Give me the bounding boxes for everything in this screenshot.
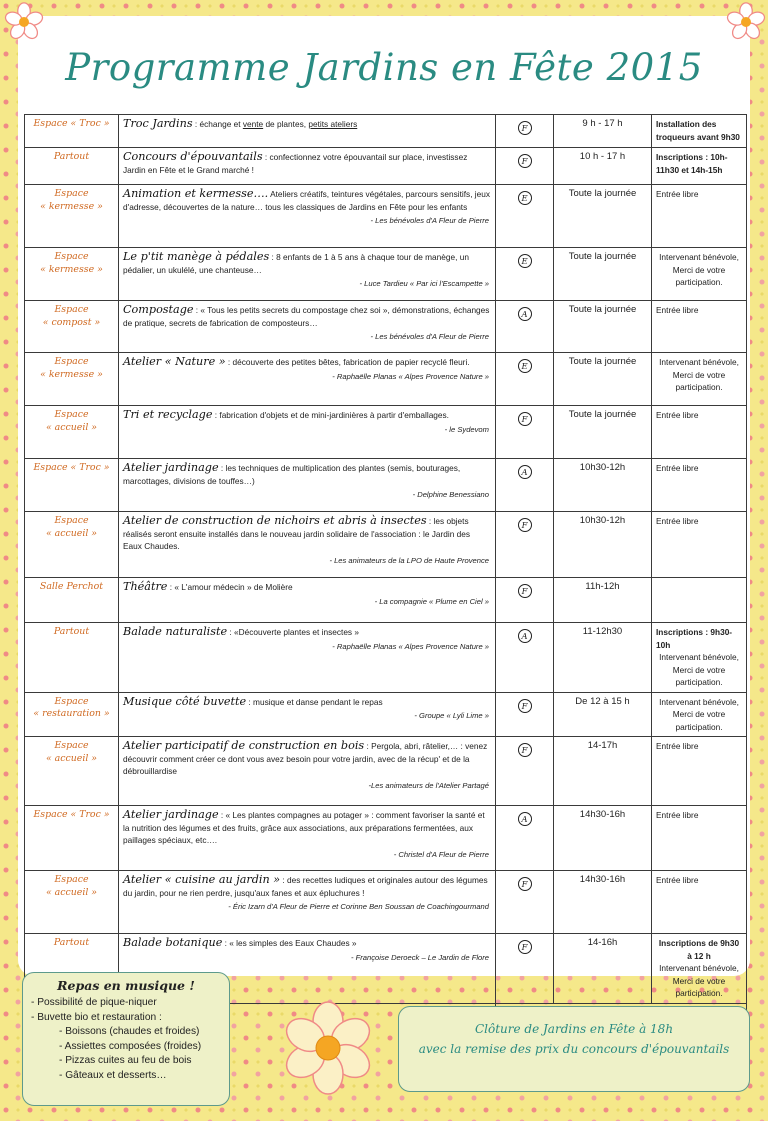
hours-cell: 14h30-16h bbox=[554, 871, 652, 934]
activity-credit: - Luce Tardieu « Par ici l'Escampette » bbox=[359, 279, 489, 288]
activity-credit: - Les bénévoles d'A Fleur de Pierre bbox=[370, 332, 489, 341]
place-label: « kermesse » bbox=[40, 200, 103, 212]
public-cell bbox=[496, 578, 554, 623]
place-cell bbox=[25, 737, 119, 806]
info-text: Inscriptions : 9h30-10h bbox=[656, 627, 733, 650]
audience-icon: F bbox=[518, 154, 532, 168]
info-text: Entrée libre bbox=[656, 305, 699, 315]
activity-cell bbox=[119, 737, 496, 806]
public-cell bbox=[496, 623, 554, 693]
audience-icon: F bbox=[518, 877, 532, 891]
place-cell bbox=[25, 115, 119, 148]
closing-line-1: Clôture de Jardins en Fête à 18h bbox=[474, 1022, 674, 1036]
activity-name: Théâtre bbox=[123, 580, 168, 593]
activity-credit: - Les bénévoles d'A Fleur de Pierre bbox=[370, 216, 489, 225]
audience-icon: F bbox=[518, 584, 532, 598]
programme-row bbox=[25, 115, 747, 148]
info-text: Entrée libre bbox=[656, 463, 699, 473]
place-label: Espace bbox=[54, 251, 89, 262]
activity-credit: - Groupe « Lyli Lime » bbox=[414, 711, 489, 720]
activity-name: Compostage bbox=[123, 303, 194, 316]
programme-row bbox=[25, 692, 747, 737]
place-label: Partout bbox=[53, 626, 90, 637]
place-cell bbox=[25, 148, 119, 185]
info-cell bbox=[652, 148, 747, 185]
info-cell bbox=[652, 301, 747, 353]
place-label: Espace bbox=[54, 695, 89, 707]
info-cell bbox=[652, 512, 747, 578]
activity-text bbox=[123, 874, 491, 899]
activity-credit: - le Sydevom bbox=[444, 424, 489, 434]
activity-credit: - Françoise Deroeck – Le Jardin de Flore bbox=[350, 952, 489, 962]
programme-row bbox=[25, 406, 747, 459]
activity-text bbox=[123, 356, 491, 369]
info-text: Intervenant bénévole, Merci de votre participation. bbox=[659, 252, 739, 287]
activity-text bbox=[123, 581, 491, 594]
place-label: Espace « Troc » bbox=[33, 118, 110, 129]
info-cell bbox=[652, 737, 747, 806]
audience-icon: A bbox=[518, 465, 532, 479]
hours-cell: De 12 à 15 h bbox=[554, 692, 652, 737]
place-cell bbox=[25, 623, 119, 693]
hours-cell: 9 h - 17 h bbox=[554, 115, 652, 148]
closing-line-2: avec la remise des prix du concours d'épouvantails bbox=[418, 1042, 730, 1056]
place-label: Espace bbox=[54, 515, 89, 526]
programme-row bbox=[25, 301, 747, 353]
place-label: Partout bbox=[53, 937, 90, 948]
place-label: Espace « Troc » bbox=[33, 462, 110, 473]
activity-credit: -Les animateurs de l'Atelier Partagé bbox=[368, 780, 489, 790]
place-label: « kermesse » bbox=[40, 368, 103, 380]
activity-text bbox=[123, 251, 491, 276]
programme-row bbox=[25, 623, 747, 693]
info-text: Entrée libre bbox=[656, 516, 699, 526]
activity-name: Troc Jardins bbox=[123, 117, 193, 130]
activity-description: Ateliers créatifs, teintures végétales, parcours sensitifs, jeux d'adresse, découvertes de la nature… tous les classiques de Jardins en Fête pour les enfants bbox=[123, 189, 491, 212]
activity-description: : confectionnez votre épouvantail sur place, investissez Jardin en Fête et le Grand marché ! bbox=[123, 152, 468, 175]
audience-icon: A bbox=[518, 629, 532, 643]
activity-name: Musique côté buvette bbox=[123, 694, 247, 708]
place-label: « accueil » bbox=[45, 752, 98, 764]
place-cell bbox=[25, 301, 119, 353]
activity-description: : « L'amour médecin » de Molière bbox=[167, 582, 293, 592]
activity-cell bbox=[119, 459, 496, 512]
info-text: Installation des troqueurs avant 9h30 bbox=[656, 119, 740, 142]
info-text: Intervenant bénévole, Merci de votre participation. bbox=[659, 696, 739, 732]
activity-description: : les techniques de multiplication des plantes (semis, bouturages, marcottages, divisions de touffes…) bbox=[123, 463, 461, 486]
public-cell bbox=[496, 353, 554, 406]
place-cell bbox=[25, 806, 119, 871]
activity-description: : « Les plantes compagnes au potager » : comment favoriser la santé et la nutrition des légumes et des fruits, grâce aux associations, aux préparations fermentées, aux paillages spéciaux, etc…. bbox=[123, 810, 485, 845]
activity-text bbox=[123, 462, 491, 487]
activity-cell bbox=[119, 623, 496, 693]
place-label: « accueil » bbox=[45, 421, 98, 433]
place-cell bbox=[25, 512, 119, 578]
activity-description: : découverte des petites bêtes, fabrication de papier recyclé fleuri. bbox=[225, 357, 470, 367]
audience-icon: E bbox=[518, 254, 532, 268]
place-label: Espace bbox=[54, 356, 89, 367]
info-cell bbox=[652, 353, 747, 406]
place-label: Espace bbox=[54, 874, 89, 885]
public-cell bbox=[496, 185, 554, 248]
activity-text bbox=[123, 409, 491, 422]
hours-cell: 10h30-12h bbox=[554, 512, 652, 578]
hours-cell: 14-16h bbox=[554, 934, 652, 1004]
activity-name: Atelier de construction de nichoirs et abris à insectes bbox=[123, 514, 427, 527]
info-cell bbox=[652, 806, 747, 871]
activity-credit: - Éric Izarn d'A Fleur de Pierre et Corinne Ben Soussan de Coachingourmand bbox=[228, 902, 489, 911]
audience-icon: A bbox=[518, 307, 532, 321]
activity-description: : fabrication d'objets et de mini-jardinières à partir d'emballages. bbox=[212, 410, 449, 420]
activity-name: Concours d'épouvantails bbox=[123, 150, 263, 163]
public-cell bbox=[496, 248, 554, 301]
public-cell bbox=[496, 459, 554, 512]
page-title: Programme Jardins en Fête 2015 bbox=[65, 46, 703, 89]
place-label: Espace bbox=[54, 740, 89, 751]
info-cell bbox=[652, 406, 747, 459]
place-cell bbox=[25, 185, 119, 248]
info-cell bbox=[652, 871, 747, 934]
activity-credit: - Raphaëlle Planas « Alpes Provence Nature » bbox=[332, 371, 489, 381]
activity-name: Tri et recyclage bbox=[123, 408, 213, 421]
audience-icon: F bbox=[518, 518, 532, 532]
info-text: Entrée libre bbox=[656, 410, 699, 420]
info-text: Entrée libre bbox=[656, 189, 699, 199]
activity-text bbox=[123, 118, 491, 131]
place-label: « compost » bbox=[42, 316, 101, 328]
activity-name: Atelier « Nature » bbox=[123, 355, 226, 368]
menu-item: - Assiettes composées (froides) bbox=[59, 1040, 202, 1052]
activity-description: : 8 enfants de 1 à 5 ans à chaque tour de manège, un pédalier, un ukulélé, une chanteuse… bbox=[123, 252, 469, 275]
info-text: Inscriptions de 9h30 à 12 h bbox=[658, 938, 740, 961]
place-label: « accueil » bbox=[45, 886, 98, 898]
activity-credit: - Raphaëlle Planas « Alpes Provence Nature » bbox=[332, 641, 489, 651]
place-label: Espace bbox=[54, 188, 89, 199]
public-cell bbox=[496, 737, 554, 806]
activity-description: petits ateliers bbox=[308, 119, 358, 129]
activity-name: Atelier participatif de construction en bois bbox=[123, 739, 365, 752]
activity-description: : « Tous les petits secrets du compostage chez soi », démonstrations, échanges de pratique, secrets de fabrication de composteurs… bbox=[123, 305, 490, 328]
hours-cell: Toute la journée bbox=[554, 248, 652, 301]
programme-row bbox=[25, 248, 747, 301]
activity-credit: - Christel d'A Fleur de Pierre bbox=[393, 849, 489, 859]
activity-cell bbox=[119, 512, 496, 578]
audience-icon: E bbox=[518, 191, 532, 205]
activity-cell bbox=[119, 692, 496, 737]
audience-icon: F bbox=[518, 699, 532, 713]
activity-name: Balade naturaliste bbox=[123, 625, 228, 638]
public-cell bbox=[496, 301, 554, 353]
info-text: Entrée libre bbox=[656, 810, 699, 820]
audience-icon: F bbox=[518, 121, 532, 135]
closing-box bbox=[398, 1006, 750, 1092]
public-cell bbox=[496, 148, 554, 185]
info-text: Inscriptions : 10h-11h30 et 14h-15h bbox=[656, 152, 728, 175]
activity-description: : échange et bbox=[192, 119, 243, 129]
flower-icon bbox=[280, 1000, 376, 1096]
info-text: Intervenant bénévole, Merci de votre participation. bbox=[659, 652, 739, 687]
info-cell bbox=[652, 623, 747, 693]
public-cell bbox=[496, 934, 554, 1004]
place-cell bbox=[25, 406, 119, 459]
activity-credit: - Delphine Benessiano bbox=[412, 490, 489, 499]
programme-row bbox=[25, 353, 747, 406]
place-label: Partout bbox=[53, 151, 90, 162]
activity-cell bbox=[119, 301, 496, 353]
activity-name: Animation et kermesse…. bbox=[123, 187, 269, 200]
menu-item: - Gâteaux et desserts… bbox=[59, 1069, 167, 1081]
activity-description: : musique et danse pendant le repas bbox=[246, 696, 383, 707]
activity-description: vente bbox=[242, 119, 264, 129]
activity-description: : Pergola, abri, râtelier,… : venez découvrir comment créer ce dont vous avez besoin pour votre jardin, avec de la récup' et de la débrouillardise bbox=[123, 741, 488, 776]
info-text: Entrée libre bbox=[656, 875, 699, 885]
place-cell bbox=[25, 871, 119, 934]
hours-cell: Toute la journée bbox=[554, 353, 652, 406]
activity-cell bbox=[119, 185, 496, 248]
hours-cell: Toute la journée bbox=[554, 406, 652, 459]
info-cell bbox=[652, 578, 747, 623]
activity-credit: - La compagnie « Plume en Ciel » bbox=[374, 596, 489, 606]
activity-cell bbox=[119, 353, 496, 406]
programme-row bbox=[25, 806, 747, 871]
activity-text bbox=[123, 151, 491, 176]
place-cell bbox=[25, 459, 119, 512]
public-cell bbox=[496, 115, 554, 148]
activity-text bbox=[123, 515, 491, 553]
hours-cell: 11h-12h bbox=[554, 578, 652, 623]
place-label: Espace bbox=[54, 304, 89, 315]
activity-text bbox=[123, 937, 491, 950]
activity-text bbox=[123, 304, 491, 329]
info-text: Entrée libre bbox=[656, 741, 699, 751]
programme-row bbox=[25, 871, 747, 934]
activity-description: : «Découverte plantes et insectes » bbox=[227, 627, 359, 637]
activity-cell bbox=[119, 578, 496, 623]
audience-icon: F bbox=[518, 743, 532, 757]
place-label: « restauration » bbox=[33, 708, 110, 719]
info-cell bbox=[652, 692, 747, 737]
activity-name: Atelier jardinage bbox=[123, 808, 219, 821]
info-cell bbox=[652, 459, 747, 512]
activity-text bbox=[123, 740, 491, 778]
hours-cell: 14h30-16h bbox=[554, 806, 652, 871]
corner-flower-icon bbox=[4, 2, 44, 42]
hours-cell: Toute la journée bbox=[554, 185, 652, 248]
hours-cell: 14-17h bbox=[554, 737, 652, 806]
place-cell bbox=[25, 248, 119, 301]
programme-body bbox=[25, 115, 747, 1004]
place-label: « accueil » bbox=[45, 527, 98, 539]
programme-table bbox=[24, 114, 747, 1025]
activity-name: Atelier jardinage bbox=[123, 461, 219, 474]
audience-icon: F bbox=[518, 412, 532, 426]
info-text: Intervenant bénévole, Merci de votre participation. bbox=[659, 963, 739, 998]
info-cell bbox=[652, 248, 747, 301]
activity-text bbox=[123, 809, 491, 847]
activity-description: : des recettes ludiques et originales autour des légumes du jardin, pour ne rien perdre, jusqu'aux fanes et aux épluchures ! bbox=[123, 875, 488, 898]
menu-item: - Buvette bio et restauration : bbox=[31, 1011, 162, 1023]
corner-flower-icon bbox=[726, 2, 766, 42]
menu-list bbox=[31, 996, 221, 1083]
activity-cell bbox=[119, 115, 496, 148]
audience-icon: F bbox=[518, 940, 532, 954]
info-text: Intervenant bénévole, Merci de votre participation. bbox=[659, 357, 739, 392]
programme-row bbox=[25, 512, 747, 578]
menu-item: - Possibilité de pique-niquer bbox=[31, 997, 157, 1008]
public-cell bbox=[496, 512, 554, 578]
place-label: Salle Perchot bbox=[39, 581, 104, 592]
menu-title: Repas en musique ! bbox=[57, 978, 195, 993]
activity-text bbox=[123, 626, 491, 639]
hours-cell: Toute la journée bbox=[554, 301, 652, 353]
activity-text bbox=[123, 188, 491, 213]
activity-description: : les objets réalisés seront ensuite installés dans le nouveau jardin solidaire de l'association : le Jardin des Eaux Chaudes. bbox=[123, 516, 471, 551]
hours-cell: 10h30-12h bbox=[554, 459, 652, 512]
activity-cell bbox=[119, 148, 496, 185]
programme-row bbox=[25, 737, 747, 806]
public-cell bbox=[496, 692, 554, 737]
audience-icon: A bbox=[518, 812, 532, 826]
activity-credit: - Les animateurs de la LPO de Haute Provence bbox=[329, 555, 489, 565]
place-label: « kermesse » bbox=[40, 263, 103, 275]
activity-cell bbox=[119, 248, 496, 301]
place-label: Espace « Troc » bbox=[33, 809, 110, 820]
programme-row bbox=[25, 185, 747, 248]
hours-cell: 10 h - 17 h bbox=[554, 148, 652, 185]
activity-name: Atelier « cuisine au jardin » bbox=[123, 873, 281, 886]
activity-description: de plantes, bbox=[263, 119, 309, 129]
public-cell bbox=[496, 406, 554, 459]
programme-row bbox=[25, 459, 747, 512]
activity-name: Le p'tit manège à pédales bbox=[123, 250, 270, 263]
activity-name: Balade botanique bbox=[123, 936, 223, 949]
place-cell bbox=[25, 692, 119, 737]
info-cell bbox=[652, 185, 747, 248]
public-cell bbox=[496, 806, 554, 871]
place-cell bbox=[25, 353, 119, 406]
hours-cell: 11-12h30 bbox=[554, 623, 652, 693]
info-cell bbox=[652, 934, 747, 1004]
place-cell bbox=[25, 578, 119, 623]
place-label: Espace bbox=[54, 409, 89, 420]
activity-description: : « les simples des Eaux Chaudes » bbox=[222, 938, 357, 948]
activity-cell bbox=[119, 806, 496, 871]
menu-item: - Boissons (chaudes et froides) bbox=[59, 1026, 200, 1037]
activity-text bbox=[123, 696, 491, 709]
programme-row bbox=[25, 578, 747, 623]
audience-icon: E bbox=[518, 359, 532, 373]
info-cell bbox=[652, 115, 747, 148]
menu-item: - Pizzas cuites au feu de bois bbox=[59, 1055, 192, 1066]
activity-cell bbox=[119, 871, 496, 934]
activity-cell bbox=[119, 406, 496, 459]
public-cell bbox=[496, 871, 554, 934]
programme-row bbox=[25, 148, 747, 185]
menu-box bbox=[22, 972, 230, 1106]
